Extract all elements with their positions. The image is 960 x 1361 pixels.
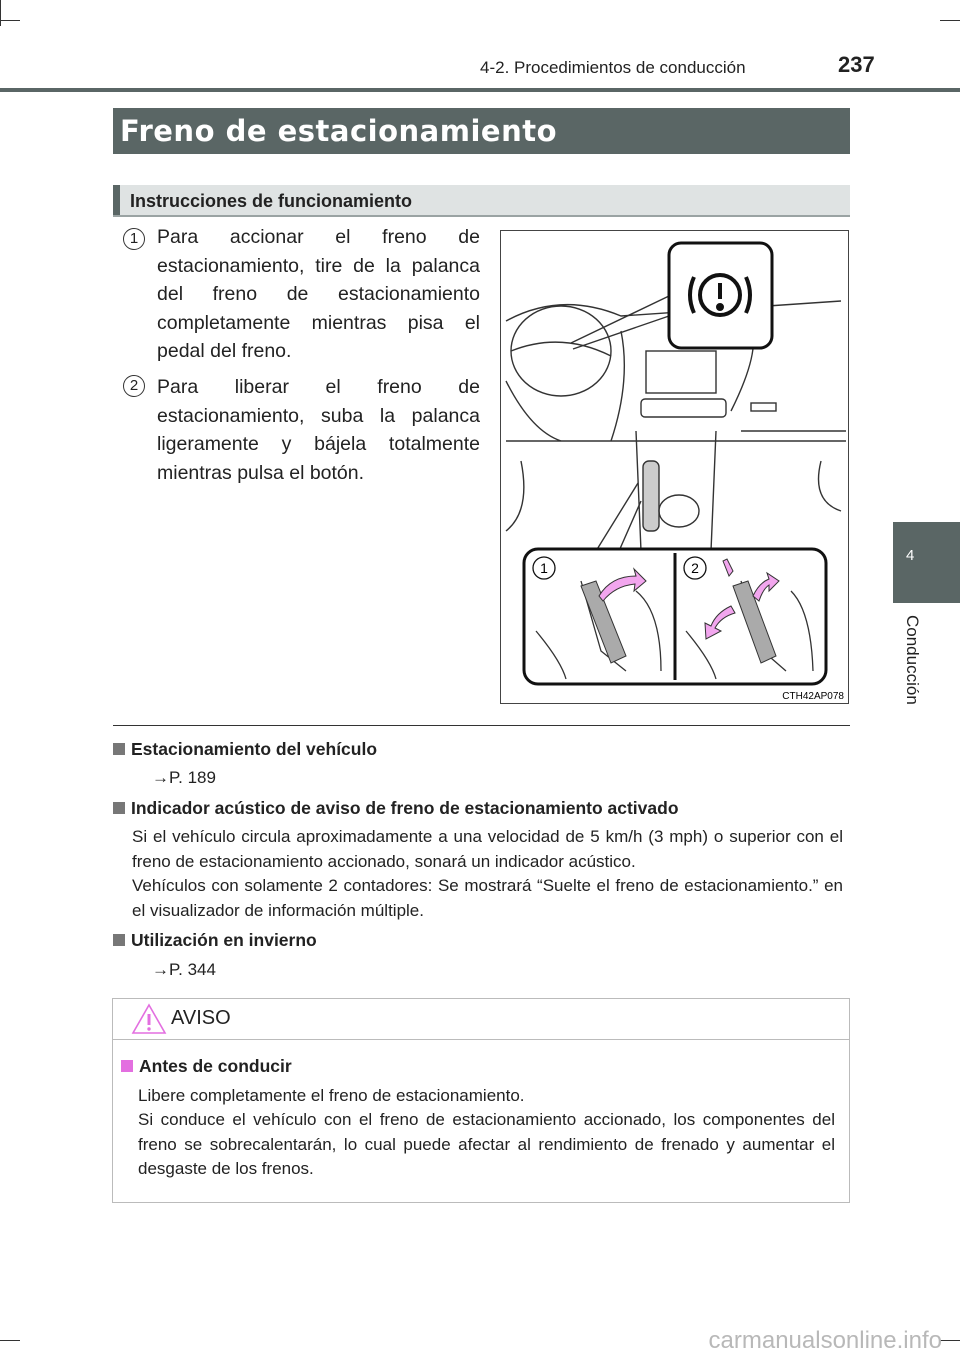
step-text: Para liberar el freno de estacionamiento, suba la palanca ligeramente y bájela totalmente mientras pulsa el botón.: [157, 376, 480, 484]
step-text: Para accionar el freno de estacionamiento, tire de la palanca del freno de estacionamiento completamente mientras pisa el pedal del freno.: [157, 226, 480, 363]
warning-heading: [121, 1056, 292, 1077]
inset-label: 1: [540, 560, 548, 576]
subtitle-marker: [113, 185, 120, 215]
note-heading-text: Utilización en invierno: [131, 930, 317, 950]
note-body: Vehículos con solamente 2 contadores: Se mostrará “Suelte el freno de estacionamiento.” en el visualizador de información múltiple.: [132, 876, 843, 920]
crop-mark: [0, 0, 1, 26]
section-title: 4-2. Procedimientos de conducción: [480, 58, 746, 77]
crop-mark: [940, 1340, 960, 1341]
subtitle: Instrucciones de funcionamiento: [130, 191, 413, 211]
page-title: Freno de estacionamiento: [113, 108, 850, 154]
bullet-square-icon: [113, 743, 125, 755]
note-heading: [113, 798, 679, 819]
divider: [113, 725, 850, 726]
chapter-number: 4: [906, 547, 915, 564]
step-number: 1: [123, 228, 145, 250]
crop-mark: [940, 20, 960, 21]
warning-header: [113, 999, 849, 1040]
warning-label: AVISO: [171, 1007, 231, 1029]
watermark: carmanualsonline.info: [708, 1327, 942, 1354]
subtitle-bar: [113, 185, 850, 217]
chapter-label: Conducción: [903, 615, 922, 705]
figure-code: CTH42AP078: [782, 691, 844, 702]
warning-body: Libere completamente el freno de estacionamiento.: [138, 1086, 525, 1105]
page-reference-link[interactable]: →P. 189: [152, 768, 216, 787]
step-number: 2: [123, 375, 145, 397]
chapter-tab[interactable]: [893, 522, 960, 603]
page-number: 237: [838, 52, 875, 77]
dashboard-drawing: [501, 231, 848, 703]
warning-heading-text: Antes de conducir: [139, 1056, 292, 1076]
note-heading: [113, 739, 377, 760]
note-heading-text: Estacionamiento del vehículo: [131, 739, 378, 759]
header-rule: [0, 88, 960, 92]
warning-box: [112, 998, 850, 1203]
bullet-square-icon: [113, 802, 125, 814]
warning-triangle-icon: [131, 1003, 167, 1035]
parking-brake-illustration: [500, 230, 849, 704]
crop-mark: [0, 20, 20, 21]
warning-body: Si conduce el vehículo con el freno de estacionamiento accionado, los componentes del freno se sobrecalentarán, lo cual puede afectar al rendimiento de frenado y aumentar el desgaste de los frenos.: [138, 1110, 835, 1178]
bullet-square-icon: [113, 934, 125, 946]
note-body: Si el vehículo circula aproximadamente a una velocidad de 5 km/h (3 mph) o superior con el freno de estacionamiento accionado, sonará un indicador acústico.: [132, 827, 843, 871]
inset-label: 2: [691, 560, 699, 576]
page-reference-link[interactable]: →P. 344: [152, 960, 216, 979]
bullet-square-icon: [121, 1060, 133, 1072]
crop-mark: [0, 1340, 20, 1341]
note-heading: [113, 930, 317, 951]
note-heading-text: Indicador acústico de aviso de freno de estacionamiento activado: [131, 798, 679, 818]
